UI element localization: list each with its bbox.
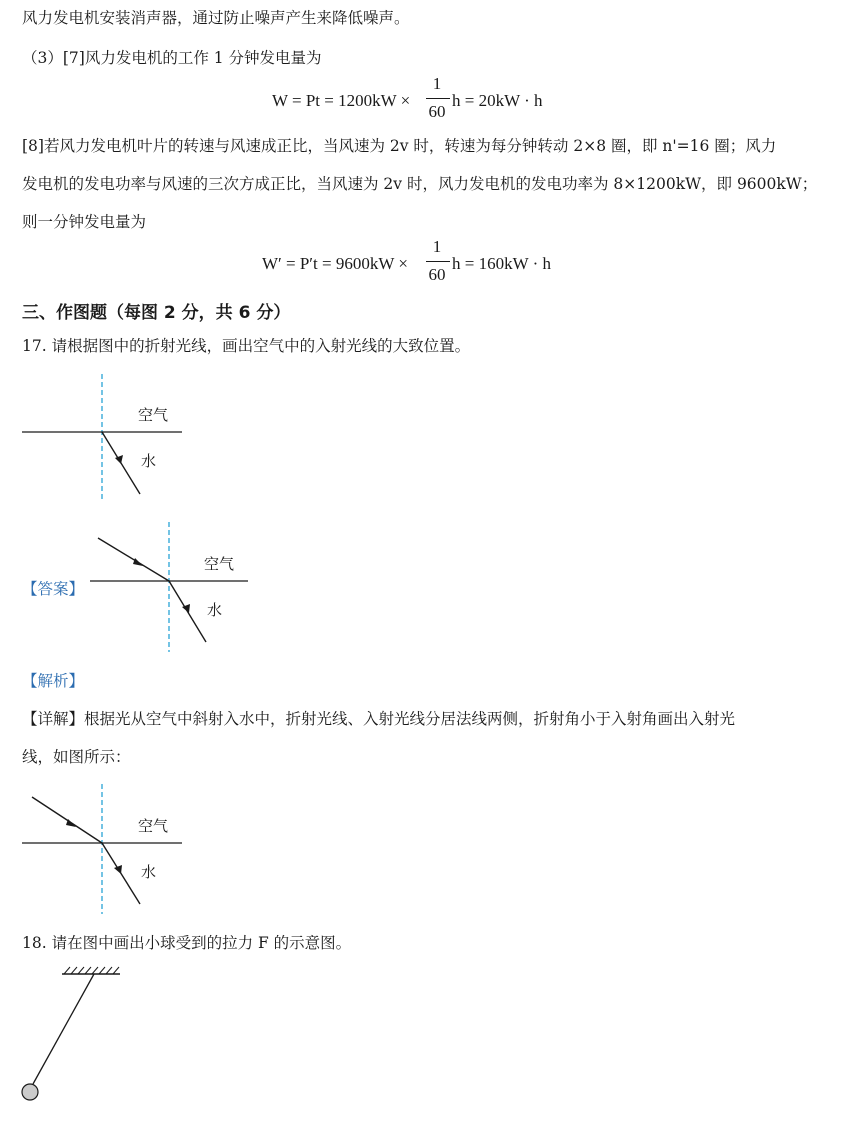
refracted-ray-arrow xyxy=(114,865,122,874)
question-17-prompt: 17. 请根据图中的折射光线，画出空气中的入射光线的大致位置。 xyxy=(22,337,471,355)
formula-1-rhs: h = 20kW · h xyxy=(452,91,543,110)
detail-tag: 【详解】 xyxy=(22,710,85,728)
formula-2-fraction-bar xyxy=(426,261,450,262)
label-water: 水 xyxy=(141,863,157,881)
figure-q17 xyxy=(0,370,200,510)
formula-1-fraction-bar xyxy=(426,98,450,99)
paragraph-8-line2: 发电机的发电功率与风速的三次方成正比，当风速为 2v 时，风力发电机的发电功率为 8×1200kW，即 9600kW； xyxy=(22,175,818,193)
question-18-prompt: 18. 请在图中画出小球受到的拉力 F 的示意图。 xyxy=(22,934,352,952)
formula-1-denominator: 60 xyxy=(428,102,446,121)
detail-text1: 根据光从空气中斜射入水中，折射光线、入射光线分居法线两侧，折射角小于入射角画出入射光 xyxy=(84,710,736,728)
formula-2-denominator: 60 xyxy=(428,265,446,284)
label-water: 水 xyxy=(207,601,223,619)
detail-line1 xyxy=(22,709,735,729)
ball xyxy=(22,1084,38,1100)
ceiling-hatching xyxy=(64,967,119,974)
paragraph-8-line3: 则一分钟发电量为 xyxy=(22,213,147,231)
detail-line2: 线，如图所示： xyxy=(22,748,131,766)
formula-2-numerator: 1 xyxy=(432,237,442,256)
answer-tag: 【答案】 xyxy=(22,580,85,598)
analysis-tag: 【解析】 xyxy=(22,672,85,690)
paragraph-part3: （3）[7]风力发电机的工作 1 分钟发电量为 xyxy=(22,49,322,67)
paragraph-8-line1: [8]若风力发电机叶片的转速与风速成正比，当风速为 2v 时，转速为每分钟转动 2×8 圈，即 n'=16 圈；风力 xyxy=(22,137,777,155)
label-air: 空气 xyxy=(138,406,169,424)
string xyxy=(33,974,94,1084)
formula-1-lhs: W = Pt = 1200kW × xyxy=(272,91,411,110)
formula-2-lhs: W′ = P′t = 9600kW × xyxy=(262,254,408,273)
formula-1-numerator: 1 xyxy=(432,74,442,93)
figure-answer xyxy=(0,520,260,660)
section-heading: 三、作图题（每图 2 分，共 6 分） xyxy=(22,303,291,323)
label-air: 空气 xyxy=(204,555,235,573)
figure-detail xyxy=(0,782,200,922)
incident-ray xyxy=(98,538,169,581)
paragraph-noise: 风力发电机安装消声器，通过防止噪声产生来降低噪声。 xyxy=(22,9,410,27)
incident-ray-arrow xyxy=(133,558,143,566)
formula-2-rhs: h = 160kW · h xyxy=(452,254,551,273)
label-water: 水 xyxy=(141,452,157,470)
incident-ray xyxy=(32,797,102,843)
figure-q18 xyxy=(0,960,140,1110)
label-air: 空气 xyxy=(138,817,169,835)
